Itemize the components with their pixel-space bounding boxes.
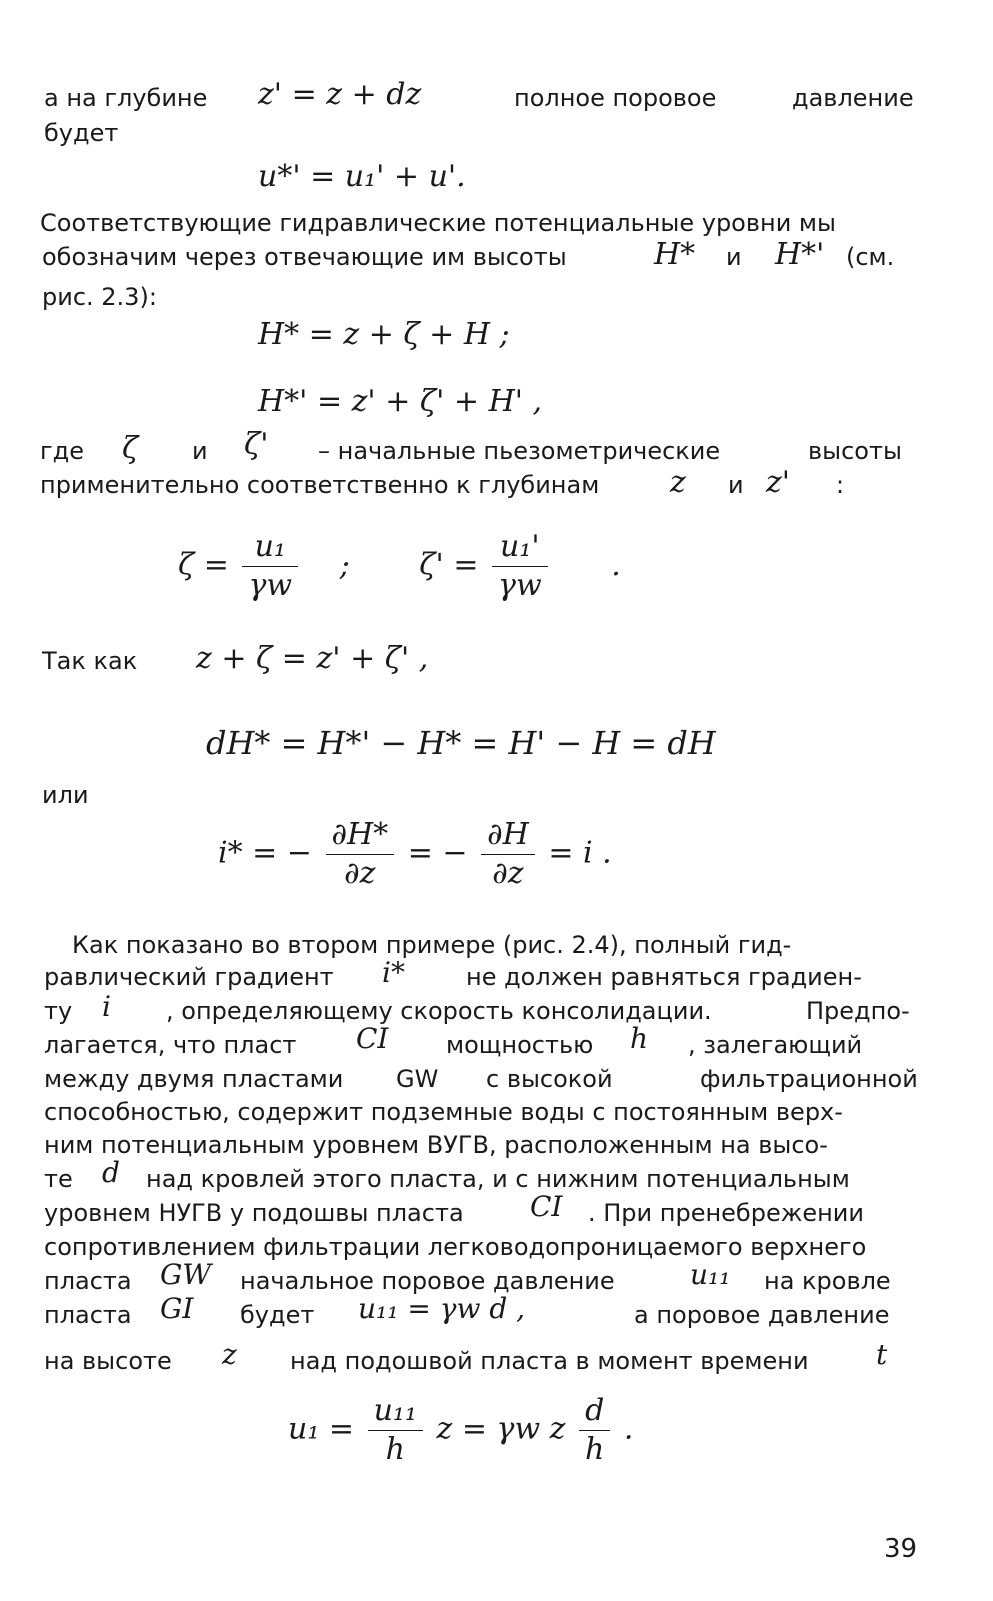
- inline-symbol: u₁₁: [690, 1258, 731, 1291]
- inline-symbol: z: [670, 465, 686, 500]
- inline-formula: u₁₁ = γw d ,: [358, 1292, 526, 1325]
- text-line: пласта: [44, 1301, 132, 1329]
- text-line: Соответствующие гидравлические потенциальные уровни мы: [40, 209, 836, 237]
- text-line: и: [728, 471, 744, 499]
- text-line: :: [836, 471, 845, 499]
- text-line: – начальные пьезометрические: [318, 437, 721, 465]
- separator: ;: [339, 547, 350, 583]
- fraction-numerator: d: [579, 1394, 610, 1431]
- inline-symbol: i*: [382, 956, 405, 989]
- fraction-numerator: u₁: [242, 530, 298, 567]
- text-line: . При пренебрежении: [588, 1199, 864, 1227]
- text-line: лагается, что пласт: [44, 1031, 297, 1059]
- fraction: [579, 1394, 610, 1467]
- inline-symbol: CI: [530, 1190, 563, 1223]
- text-line: ним потенциальным уровнем ВУГВ, расположенным на высо-: [44, 1131, 828, 1159]
- text-line: на кровле: [764, 1267, 891, 1295]
- equation: [288, 1394, 633, 1467]
- equation: H*' = z' + ζ' + H' ,: [258, 384, 543, 419]
- equation: H* = z + ζ + H ;: [258, 317, 510, 352]
- text-line: высоты: [808, 437, 902, 465]
- text-line: а поровое давление: [634, 1301, 890, 1329]
- text-line: сопротивлением фильтрации легководопроницаемого верхнего: [44, 1233, 867, 1261]
- text-line: начальное поровое давление: [240, 1267, 615, 1295]
- fraction-denominator: h: [385, 1432, 405, 1467]
- text-line: рис. 2.3):: [42, 283, 157, 311]
- text-line: пласта: [44, 1267, 132, 1295]
- text-line: с высокой: [486, 1065, 613, 1093]
- fraction: [242, 530, 298, 603]
- text-line: над подошвой пласта в момент времени: [290, 1347, 809, 1375]
- equation: dH* = H*' − H* = H' − H = dH: [206, 724, 716, 762]
- text-line: уровнем НУГВ у подошвы пласта: [44, 1199, 464, 1227]
- text-line: будет: [240, 1301, 315, 1329]
- inline-symbol: H*': [775, 237, 825, 272]
- inline-symbol: H*: [654, 237, 696, 272]
- fraction-denominator: γw: [498, 568, 542, 603]
- fraction: [326, 818, 395, 891]
- fraction-numerator: ∂H*: [326, 818, 395, 855]
- period: .: [623, 1411, 634, 1447]
- fraction-numerator: u₁₁: [368, 1394, 423, 1431]
- text-line: способностью, содержит подземные воды с постоянным верх-: [44, 1098, 843, 1126]
- equation-lhs: i* = −: [218, 835, 312, 871]
- text-line: не должен равняться градиен-: [466, 963, 862, 991]
- inline-formula: z + ζ = z' + ζ' ,: [196, 641, 429, 676]
- text-line: давление: [792, 84, 914, 112]
- inline-formula: z' = z + dz: [258, 77, 422, 112]
- text-line: полное поровое: [514, 84, 717, 112]
- inline-symbol: i: [102, 990, 111, 1023]
- text-line: и: [726, 243, 742, 271]
- equation: [178, 530, 621, 603]
- inline-symbol: d: [102, 1156, 120, 1189]
- inline-symbol: GI: [160, 1292, 194, 1325]
- text-line: фильтрационной: [700, 1065, 918, 1093]
- inline-symbol: CI: [356, 1022, 389, 1055]
- text-line: над кровлей этого пласта, и с нижним потенциальным: [146, 1165, 850, 1193]
- text-line: мощностью: [446, 1031, 594, 1059]
- text-line: на высоте: [44, 1347, 172, 1375]
- text-line: Предпо-: [806, 997, 910, 1025]
- text-line: между двумя пластами: [44, 1065, 344, 1093]
- equation-lhs: ζ =: [178, 547, 229, 583]
- fraction-denominator: γw: [248, 568, 293, 603]
- text-line: (см.: [846, 243, 895, 271]
- inline-symbol: z: [222, 1338, 237, 1371]
- fraction-numerator: ∂H: [481, 818, 535, 855]
- text-line: применительно соответственно к глубинам: [40, 471, 600, 499]
- equation-lhs: ζ' =: [419, 547, 479, 583]
- inline-symbol: ζ: [122, 431, 139, 466]
- text-line: те: [44, 1165, 73, 1193]
- fraction-numerator: u₁': [492, 530, 548, 567]
- inline-symbol: z': [766, 465, 791, 500]
- text-line: , определяющему скорость консолидации.: [166, 997, 712, 1025]
- inline-symbol: ζ': [244, 427, 269, 462]
- text-line: будет: [44, 119, 119, 147]
- fraction-denominator: ∂z: [344, 856, 376, 891]
- text-line: а на глубине: [44, 84, 208, 112]
- fraction: [368, 1394, 423, 1467]
- text-line: GW: [396, 1065, 439, 1093]
- equation: u*' = u₁' + u'.: [258, 159, 466, 194]
- text-line: обозначим через отвечающие им высоты: [42, 243, 567, 271]
- inline-symbol: t: [876, 1338, 888, 1371]
- text-line: или: [42, 781, 89, 809]
- fraction: [492, 530, 548, 603]
- fraction-denominator: ∂z: [492, 856, 524, 891]
- text-line: Так как: [42, 647, 138, 675]
- text-line: Как показано во втором примере (рис. 2.4), полный гид-: [72, 931, 792, 959]
- text-line: ту: [44, 997, 73, 1025]
- text-line: и: [192, 437, 208, 465]
- inline-symbol: GW: [160, 1258, 212, 1291]
- text-line: где: [40, 437, 84, 465]
- fraction-denominator: h: [585, 1432, 605, 1467]
- inline-symbol: h: [630, 1022, 649, 1055]
- fraction: [481, 818, 535, 891]
- equation: [218, 818, 612, 891]
- equation-rhs: = i .: [548, 835, 612, 871]
- page-number: 39: [884, 1534, 918, 1564]
- text-line: равлический градиент: [44, 963, 334, 991]
- text-line: , залегающий: [688, 1031, 863, 1059]
- equation-lhs: u₁ =: [288, 1411, 355, 1447]
- equation-middle: z = γw z: [436, 1411, 566, 1447]
- period: .: [611, 547, 621, 583]
- equation-middle: = −: [407, 835, 468, 871]
